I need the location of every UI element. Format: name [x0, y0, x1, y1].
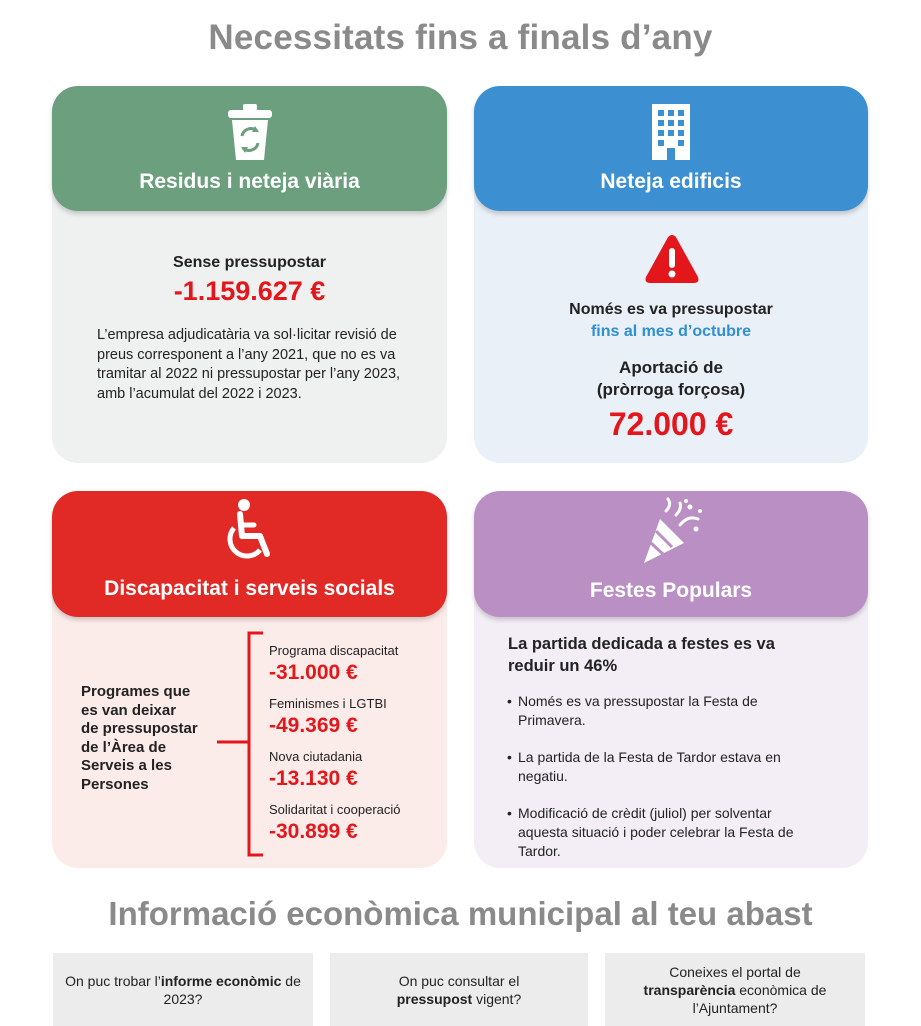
item-value: -31.000 €	[269, 661, 358, 684]
left-text-line: es van deixar	[81, 701, 177, 719]
neteja-title: Neteja edificis	[600, 170, 742, 193]
residus-text	[97, 326, 437, 404]
bullet-line: aquesta situació i poder celebrar la Festa de	[518, 824, 794, 840]
faq-text: On puc trobar l’	[65, 972, 161, 989]
bracket-divider	[217, 631, 267, 862]
neteja-line3: Aportació de	[619, 358, 723, 377]
building-icon	[650, 104, 692, 165]
bullet-line: Primavera.	[518, 712, 586, 728]
faq-bold-text: informe econòmic	[160, 972, 282, 989]
faq-text: On puc consultar el	[398, 972, 520, 989]
left-text-line: Programes que	[81, 683, 191, 700]
residus-text-line: tramitar al 2022 ni pressupostar per l’any 2023,	[97, 366, 401, 382]
residus-text-line: preus corresponent a l’any 2021, que no es va	[97, 346, 396, 363]
item-value: -49.369 €	[269, 714, 358, 737]
residus-amount: -1.159.627 €	[173, 276, 326, 306]
festes-header	[474, 491, 868, 617]
residus-label: Sense pressupostar	[173, 254, 326, 271]
item-value: -30.899 €	[269, 820, 358, 843]
item-label: Solidaritat i cooperació	[269, 802, 401, 817]
bullet-item	[507, 748, 837, 786]
item-label: Feminismes i LGTBI	[269, 696, 387, 711]
residus-text-line: L’empresa adjudicatària va sol·licitar revisió de	[97, 327, 397, 343]
neteja-line2: fins al mes d’octubre	[590, 323, 752, 340]
neteja-header	[474, 86, 868, 211]
festes-title: Festes Populars	[589, 579, 753, 602]
item-label: Programa discapacitat	[269, 643, 399, 658]
faq-informe-link[interactable]	[53, 953, 313, 1026]
festes-headline	[508, 633, 775, 677]
faq-bold-text: pressupost	[396, 990, 473, 1007]
warning-icon	[643, 232, 701, 291]
bullet-item	[507, 692, 837, 730]
bullet-dot: •	[507, 693, 512, 709]
faq-bold-text: transparència	[643, 981, 736, 998]
party-popper-icon	[636, 497, 706, 572]
bullet-dot: •	[507, 805, 512, 821]
page-title: Necessitats fins a finals d’any	[208, 18, 713, 57]
festes-bullets	[507, 692, 837, 861]
residus-text-line: amb l’acumulat del 2022 i 2023.	[97, 385, 302, 402]
left-text-line: de l’Àrea de	[81, 738, 167, 756]
faq-pressupost-link[interactable]	[330, 953, 588, 1026]
discapacitat-items	[269, 643, 401, 855]
faq-text: econòmica de l’Ajuntament?	[692, 981, 827, 1016]
neteja-amount: 72.000 €	[608, 406, 734, 442]
headline-line: La partida dedicada a festes es va	[508, 635, 775, 653]
bullet-line: Tardor.	[518, 843, 561, 859]
recycle-bin-icon	[222, 102, 278, 167]
residus-header	[52, 86, 447, 211]
residus-title: Residus i neteja viària	[139, 170, 360, 193]
item-value: -13.130 €	[269, 767, 358, 790]
faq-transparencia-link[interactable]	[605, 953, 865, 1026]
bullet-line: Només es va pressupostar la Festa de	[518, 693, 758, 709]
bullet-dot: •	[507, 749, 512, 765]
headline-line: reduir un 46%	[508, 657, 618, 675]
left-text-line: Persones	[81, 775, 149, 793]
discapacitat-header	[52, 491, 447, 617]
bullet-line: negatiu.	[518, 768, 568, 784]
faq-text: Coneixes el portal de	[669, 963, 801, 980]
section-title: Informació econòmica municipal al teu abast	[108, 895, 813, 932]
faq-text: vigent?	[472, 990, 522, 1007]
bullet-line: La partida de la Festa de Tardor estava en	[518, 749, 781, 765]
faq-text: de 2023?	[163, 972, 301, 1007]
bullet-item	[507, 804, 837, 861]
left-text-line: de pressupostar	[81, 720, 198, 737]
left-text-line: Serveis a les	[81, 757, 172, 774]
bullet-line: Modificació de crèdit (juliol) per solventar	[518, 805, 772, 821]
wheelchair-icon	[220, 498, 280, 569]
neteja-line4: (pròrroga forçosa)	[596, 380, 746, 399]
discapacitat-title: Discapacitat i serveis socials	[104, 577, 395, 600]
item-label: Nova ciutadania	[269, 749, 363, 764]
discapacitat-left-text	[81, 683, 198, 794]
neteja-line1: Només es va pressupostar	[569, 301, 773, 318]
